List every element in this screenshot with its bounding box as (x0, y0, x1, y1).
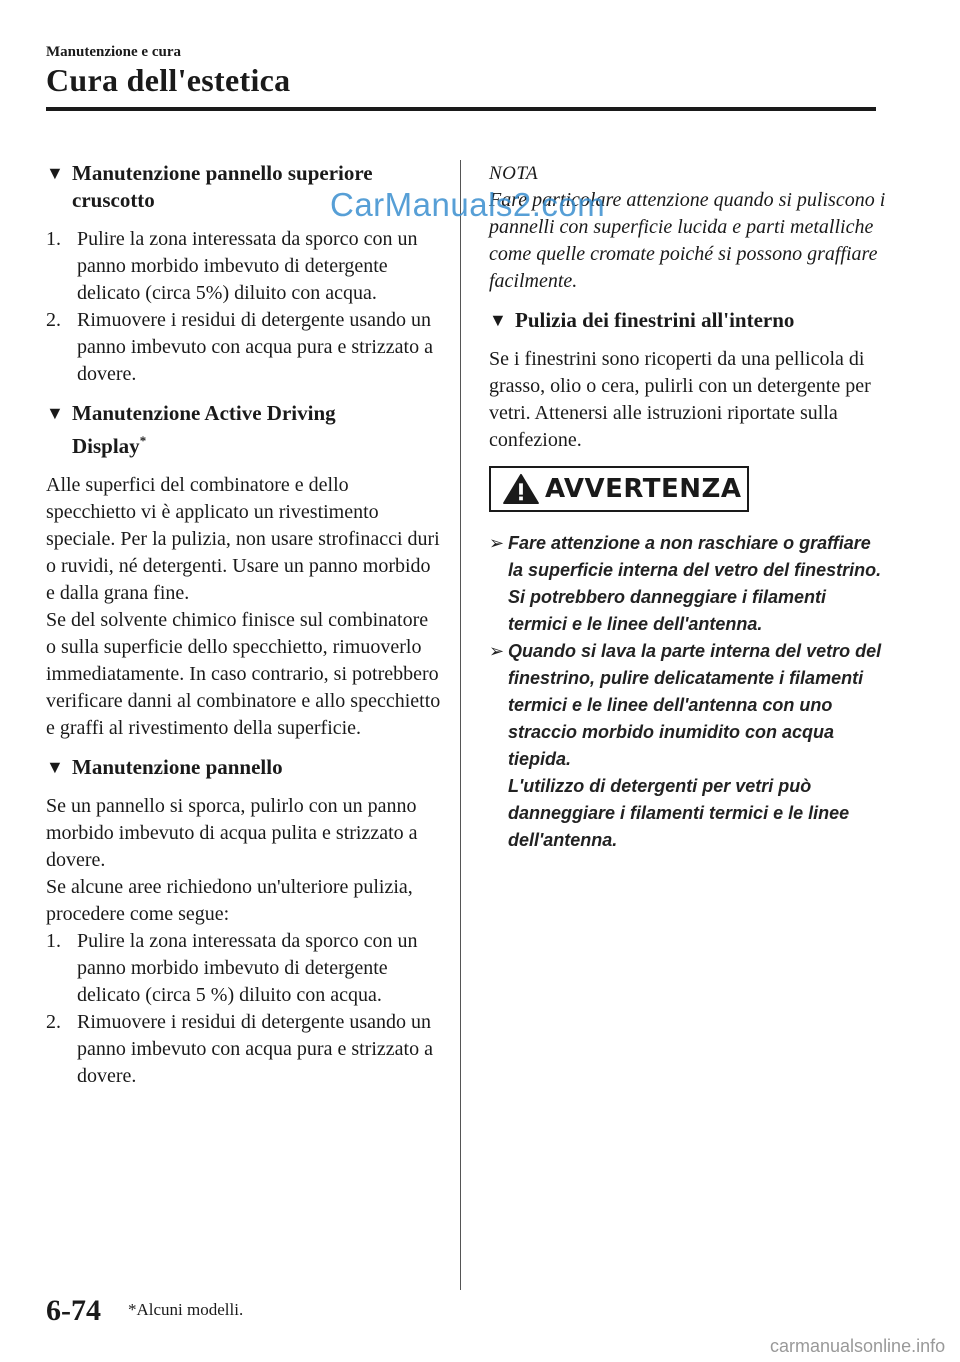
left-column (46, 160, 441, 1102)
section-heading-active-driving-display: ▼ Manutenzione Active Driving Display* (46, 401, 336, 458)
header-rule (46, 107, 876, 111)
triangle-bullet-icon: ▼ (46, 163, 64, 183)
warning-triangle-icon (501, 473, 541, 505)
site-watermark: carmanualsonline.info (770, 1336, 946, 1356)
list-item: 2. Rimuovere i residui di detergente usando un panno imbevuto con acqua pura e strizzato a dovere. (46, 1011, 433, 1087)
asterisk-marker: * (139, 433, 147, 448)
running-header-section: Manutenzione e cura (46, 44, 181, 60)
watermark: CarManuals2.com (330, 186, 606, 223)
paragraph: Se alcune aree richiedono un'ulteriore pulizia, procedere come segue: (46, 876, 413, 925)
paragraph: Se del solvente chimico finisce sul combinatore o sulla superficie dello specchietto, rimuoverlo immediatamente. In caso contrario, si potrebbero verificare danni al combinatore e allo specchietto e graffi al rivestimento della superficie. (46, 609, 441, 739)
arrow-bullet-icon: ➢ (489, 641, 505, 661)
paragraph: Se un pannello si sporca, pulirlo con un panno morbido imbevuto di acqua pulita e strizzato a dovere. (46, 795, 418, 871)
list-item: 2. Rimuovere i residui di detergente usando un panno imbevuto con acqua pura e strizzato a dovere. (46, 309, 433, 385)
steps-list (46, 928, 441, 1090)
column-divider (460, 160, 461, 1290)
triangle-bullet-icon: ▼ (46, 757, 64, 777)
triangle-bullet-icon: ▼ (46, 403, 64, 423)
section-heading-finestrini: ▼ Pulizia dei finestrini all'interno (489, 308, 795, 332)
section-heading-pannello: ▼ Manutenzione pannello (46, 755, 283, 779)
warning-item: ➢ Fare attenzione a non raschiare o graffiare la superficie interna del vetro del finestrino. Si potrebbero danneggiare i filamenti termici e le linee dell'antenna. (489, 530, 889, 638)
page-title: Cura dell'estetica (46, 62, 291, 98)
paragraph: Se i finestrini sono ricoperti da una pellicola di grasso, olio o cera, pulirli con un detergente per vetri. Attenersi alle istruzioni riportate sulla confezione. (489, 348, 871, 451)
footnote: *Alcuni modelli. (128, 1300, 244, 1319)
arrow-bullet-icon: ➢ (489, 533, 505, 553)
warning-box (489, 466, 749, 512)
paragraph: Alle superfici del combinatore e dello specchietto vi è applicato un rivestimento speciale. Per la pulizia, non usare strofinacci duri o ruvidi, né detergenti. Usare un panno morbido e dalla grana fine. (46, 474, 440, 604)
right-column (489, 160, 889, 854)
list-item: 1. Pulire la zona interessata da sporco con un panno morbido imbevuto di detergente delicato (circa 5%) diluito con acqua. (46, 228, 418, 304)
note-label: NOTA (489, 163, 539, 184)
warning-label: AVVERTENZA (545, 473, 742, 504)
warning-item: ➢ Quando si lava la parte interna del vetro del finestrino, pulire delicatamente i filamenti termici e le linee dell'antenna con uno straccio morbido inumidito con acqua tiepida. L'utilizzo di detergenti per vetri può danneggiare i filamenti termici e le linee dell'antenna. (489, 638, 889, 854)
steps-list (46, 226, 441, 388)
triangle-bullet-icon: ▼ (489, 310, 507, 330)
section-heading-pannello-superiore: ▼ Manutenzione pannello superiore cruscotto (46, 161, 373, 212)
page-number: 6-74 (46, 1294, 101, 1327)
list-item: 1. Pulire la zona interessata da sporco con un panno morbido imbevuto di detergente delicato (circa 5 %) diluito con acqua. (46, 930, 418, 1006)
note-text: Fare particolare attenzione quando si puliscono i pannelli con superficie lucida e parti metalliche come quelle cromate poiché si possono graffiare facilmente. (489, 189, 886, 292)
